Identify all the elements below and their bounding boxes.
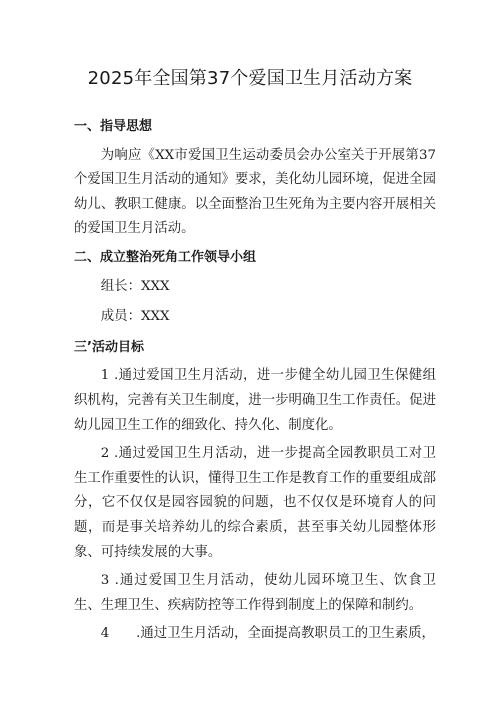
goal-item-2: 2 .通过爱国卫生月活动，进一步提高全园教职员工对卫生工作重要性的认识，懂得卫生工作是教育工作的重要组成部分，它不仅仅是园容园貌的问题，也不仅仅是环境育人的问题，而是事关培养幼儿的综合素质，甚至事关幼儿园整体形象、可持续发展的大事。 (74, 446, 436, 560)
document-body (74, 112, 436, 651)
section-2-heading: 二、成立整治死角工作领导小组 (74, 249, 257, 265)
members-line: 成员：XXX (100, 309, 170, 325)
section-1-paragraph: 为响应《XX市爱国卫生运动委员会办公室关于开展第37个爱国卫生月活动的通知》要求，美化幼儿园环境，促进全园幼儿、教职工健康。以全面整治卫生死角为主要内容开展相关的爱国卫生月活动。 (74, 147, 436, 237)
section-1-heading: 一、指导思想 (74, 119, 153, 134)
goal-item-4: 4 .通过卫生月活动，全面提高教职员工的卫生素质， (100, 626, 435, 642)
section-3-heading: 三’活动目标 (74, 339, 144, 355)
goal-item-3: 3 .通过爱国卫生月活动，使幼儿园环境卫生、饮食卫生、生理卫生、疾病防控等工作得到制度上的保障和制约。 (74, 573, 436, 613)
document-title: 2025年全国第37个爱国卫生月活动方案 (87, 68, 413, 89)
leader-line: 组长：XXX (100, 278, 170, 294)
goal-item-1: 1 .通过爱国卫生月活动，进一步健全幼儿园卫生保健组织机构，完善有关卫生制度，进一步明确卫生工作责任。促进幼儿园卫生工作的细致化、持久化、制度化。 (74, 368, 436, 433)
